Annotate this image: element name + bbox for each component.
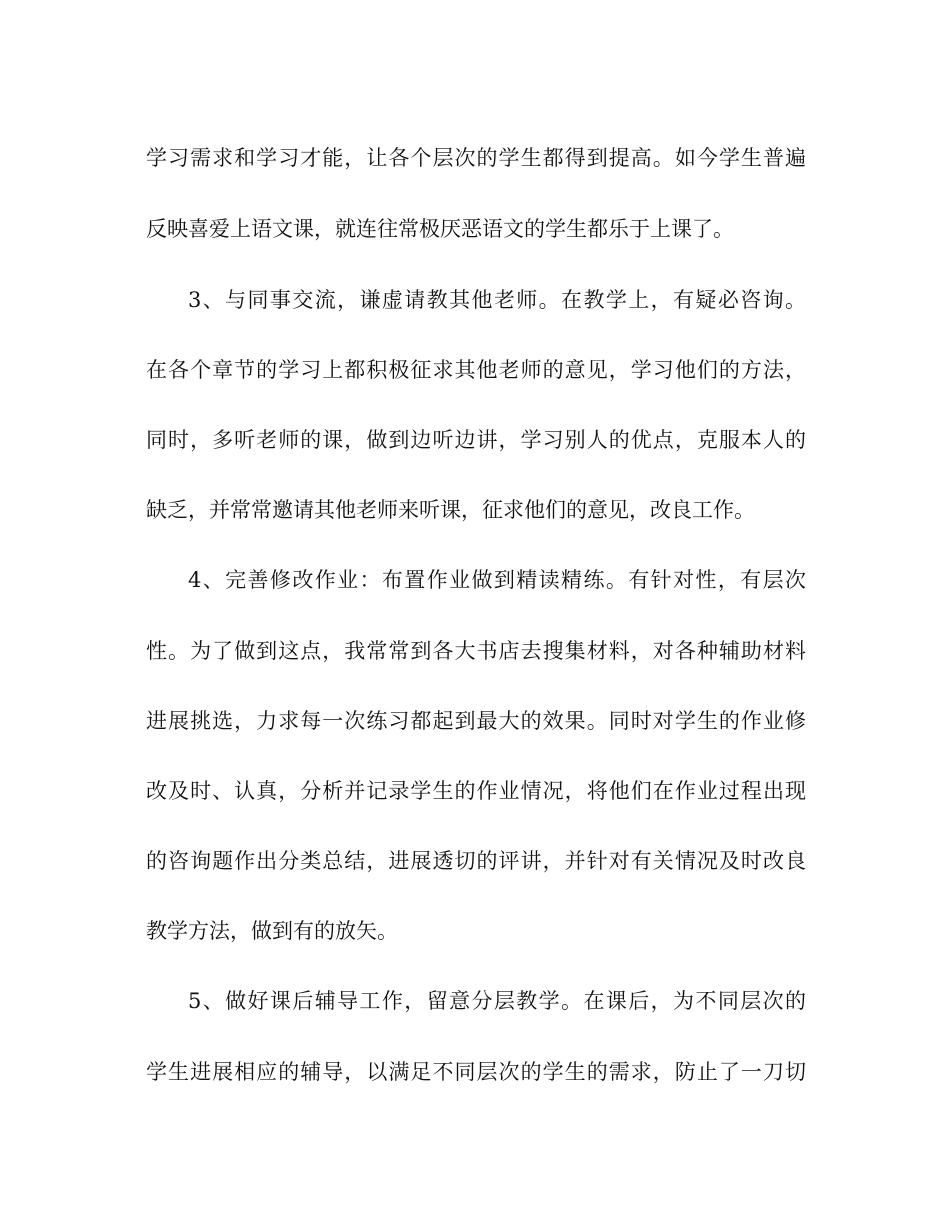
paragraph-start-line: 5、做好课后辅导工作，留意分层教学。在课后，为不同层次的 (188, 989, 806, 1013)
text-line: 教学方法，做到有的放矢。 (146, 919, 398, 943)
text-line: 进展挑选，力求每一次练习都起到最大的效果。同时对学生的作业修 (146, 709, 806, 733)
text-line: 同时，多听老师的课，做到边听边讲，学习别人的优点，克服本人的 (146, 428, 806, 452)
text-line: 学生进展相应的辅导，以满足不同层次的学生的需求，防止了一刀切 (146, 1060, 806, 1084)
paragraph-start-line: 3、与同事交流，谦虚请教其他老师。在教学上，有疑必咨询。 (188, 288, 806, 312)
text-line: 改及时、认真，分析并记录学生的作业情况，将他们在作业过程出现 (146, 779, 806, 803)
text-line: 在各个章节的学习上都积极征求其他老师的意见，学习他们的方法， (146, 358, 806, 382)
text-line: 的咨询题作出分类总结，进展透切的评讲，并针对有关情况及时改良 (146, 849, 806, 873)
paragraph-start-line: 4、完善修改作业：布置作业做到精读精练。有针对性，有层次 (188, 568, 806, 592)
text-line: 缺乏，并常常邀请其他老师来听课，征求他们的意见，改良工作。 (146, 498, 755, 522)
text-line: 反映喜爱上语文课，就连往常极厌恶语文的学生都乐于上课了。 (146, 217, 734, 241)
text-line: 性。为了做到这点，我常常到各大书店去搜集材料，对各种辅助材料 (146, 639, 806, 663)
text-line: 学习需求和学习才能，让各个层次的学生都得到提高。如今学生普遍 (146, 146, 806, 170)
